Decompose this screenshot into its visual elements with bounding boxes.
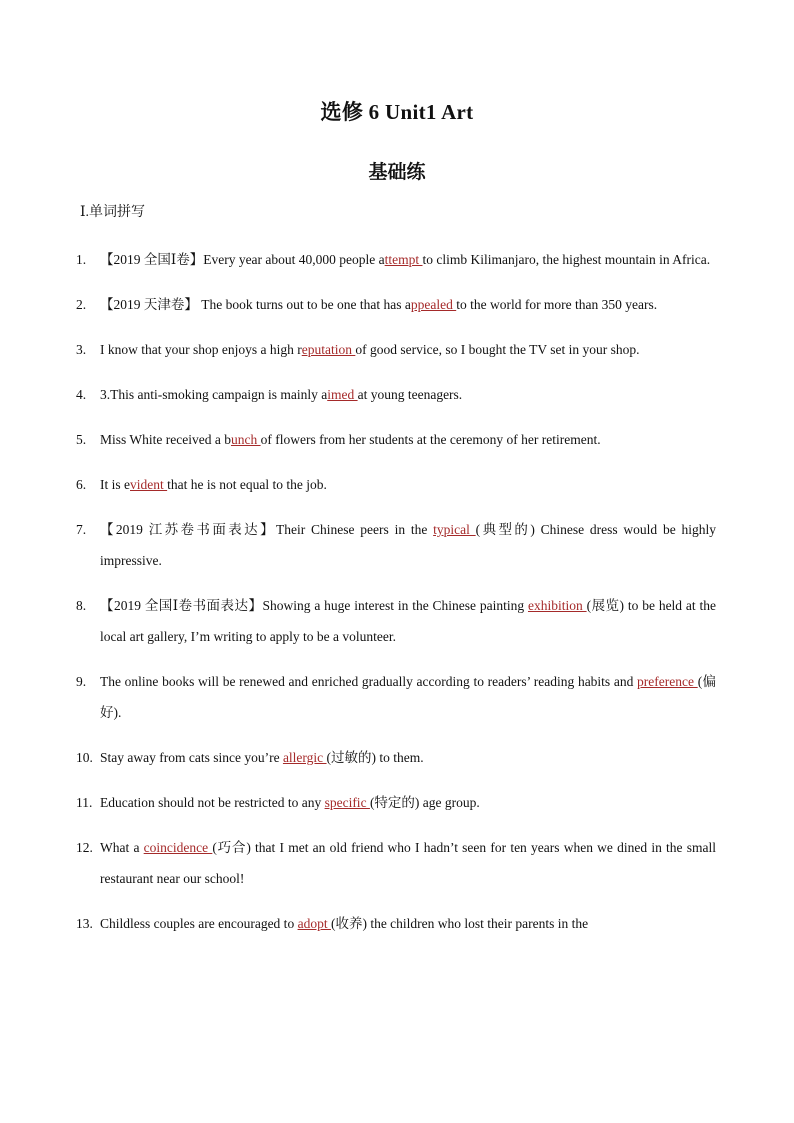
item-text: (典型的) Chinese dress would be highly impressive. bbox=[100, 522, 716, 568]
answer: unch bbox=[230, 432, 261, 447]
section-heading: Ⅰ.单词拼写 bbox=[80, 205, 146, 220]
item-text: (过敏的) to them. bbox=[326, 750, 424, 765]
page-subtitle: 基础练 bbox=[368, 162, 426, 183]
item-text: 【2019 全国Ⅰ卷】Every year about 40,000 people a bbox=[100, 252, 385, 267]
list-item bbox=[76, 334, 716, 365]
item-text: of good service, so I bought the TV set in your shop. bbox=[355, 342, 640, 357]
item-number: 3. bbox=[76, 342, 87, 357]
list-item bbox=[76, 289, 716, 320]
item-text: It is e bbox=[100, 477, 130, 492]
item-number: 2. bbox=[76, 297, 87, 312]
item-text: (偏好). bbox=[100, 674, 716, 720]
item-number: 10. bbox=[76, 750, 93, 765]
answer: adopt bbox=[297, 916, 331, 931]
item-text: 【2019 全国Ⅰ卷书面表达】Showing a huge interest in the Chinese painting bbox=[100, 598, 528, 613]
item-number: 9. bbox=[76, 674, 87, 689]
list-item bbox=[76, 666, 716, 728]
list-item bbox=[76, 424, 716, 455]
item-number: 6. bbox=[76, 477, 87, 492]
item-text: Stay away from cats since you’re bbox=[100, 750, 283, 765]
answer: typical bbox=[433, 522, 476, 537]
item-number: 13. bbox=[76, 916, 93, 931]
item-text: to climb Kilimanjaro, the highest mountain in Africa. bbox=[422, 252, 711, 267]
item-text: (巧合) that I met an old friend who I hadn’t seen for ten years when we dined in the small restaurant near our school! bbox=[100, 840, 716, 886]
item-text: that he is not equal to the job. bbox=[167, 477, 327, 492]
item-number: 5. bbox=[76, 432, 87, 447]
item-text: What a bbox=[100, 840, 144, 855]
answer: ttempt bbox=[384, 252, 423, 267]
item-number: 8. bbox=[76, 598, 87, 613]
item-number: 12. bbox=[76, 840, 93, 855]
item-text: of flowers from her students at the ceremony of her retirement. bbox=[260, 432, 601, 447]
list-item bbox=[76, 787, 716, 818]
item-number: 1. bbox=[76, 252, 87, 267]
item-text: Miss White received a b bbox=[100, 432, 231, 447]
item-number: 11. bbox=[76, 795, 93, 810]
list-item bbox=[76, 244, 716, 275]
list-item bbox=[76, 379, 716, 410]
page-title: 选修 6 Unit1 Art bbox=[320, 100, 474, 124]
answer: eputation bbox=[301, 342, 356, 357]
answer: imed bbox=[327, 387, 358, 402]
answer: vident bbox=[130, 477, 168, 492]
list-item bbox=[76, 908, 716, 939]
answer: ppealed bbox=[410, 297, 457, 312]
item-text: Education should not be restricted to any bbox=[100, 795, 325, 810]
item-number: 7. bbox=[76, 522, 87, 537]
exercise-list bbox=[76, 244, 716, 953]
answer: allergic bbox=[282, 750, 327, 765]
item-text: Childless couples are encouraged to bbox=[100, 916, 298, 931]
list-item bbox=[76, 832, 716, 894]
answer: preference bbox=[637, 674, 698, 689]
list-item bbox=[76, 514, 716, 576]
list-item bbox=[76, 469, 716, 500]
item-text: to the world for more than 350 years. bbox=[456, 297, 658, 312]
item-text: at young teenagers. bbox=[357, 387, 463, 402]
answer: specific bbox=[324, 795, 370, 810]
list-item bbox=[76, 590, 716, 652]
item-text: I know that your shop enjoys a high r bbox=[100, 342, 302, 357]
item-text: (收养) the children who lost their parents in the bbox=[330, 916, 589, 931]
item-text: The online books will be renewed and enriched gradually according to readers’ reading habits and bbox=[100, 674, 638, 689]
item-text: (展览) to be held at the local art gallery, I’m writing to apply to be a volunteer. bbox=[100, 598, 716, 644]
item-number: 4. bbox=[76, 387, 87, 402]
answer: coincidence bbox=[143, 840, 213, 855]
item-text: (特定的) age group. bbox=[369, 795, 480, 810]
answer: exhibition bbox=[527, 598, 587, 613]
item-text: 3.This anti-smoking campaign is mainly a bbox=[100, 387, 328, 402]
item-text: 【2019 江苏卷书面表达】Their Chinese peers in the bbox=[100, 522, 434, 537]
item-text: 【2019 天津卷】 The book turns out to be one that has a bbox=[100, 297, 411, 312]
list-item bbox=[76, 742, 716, 773]
